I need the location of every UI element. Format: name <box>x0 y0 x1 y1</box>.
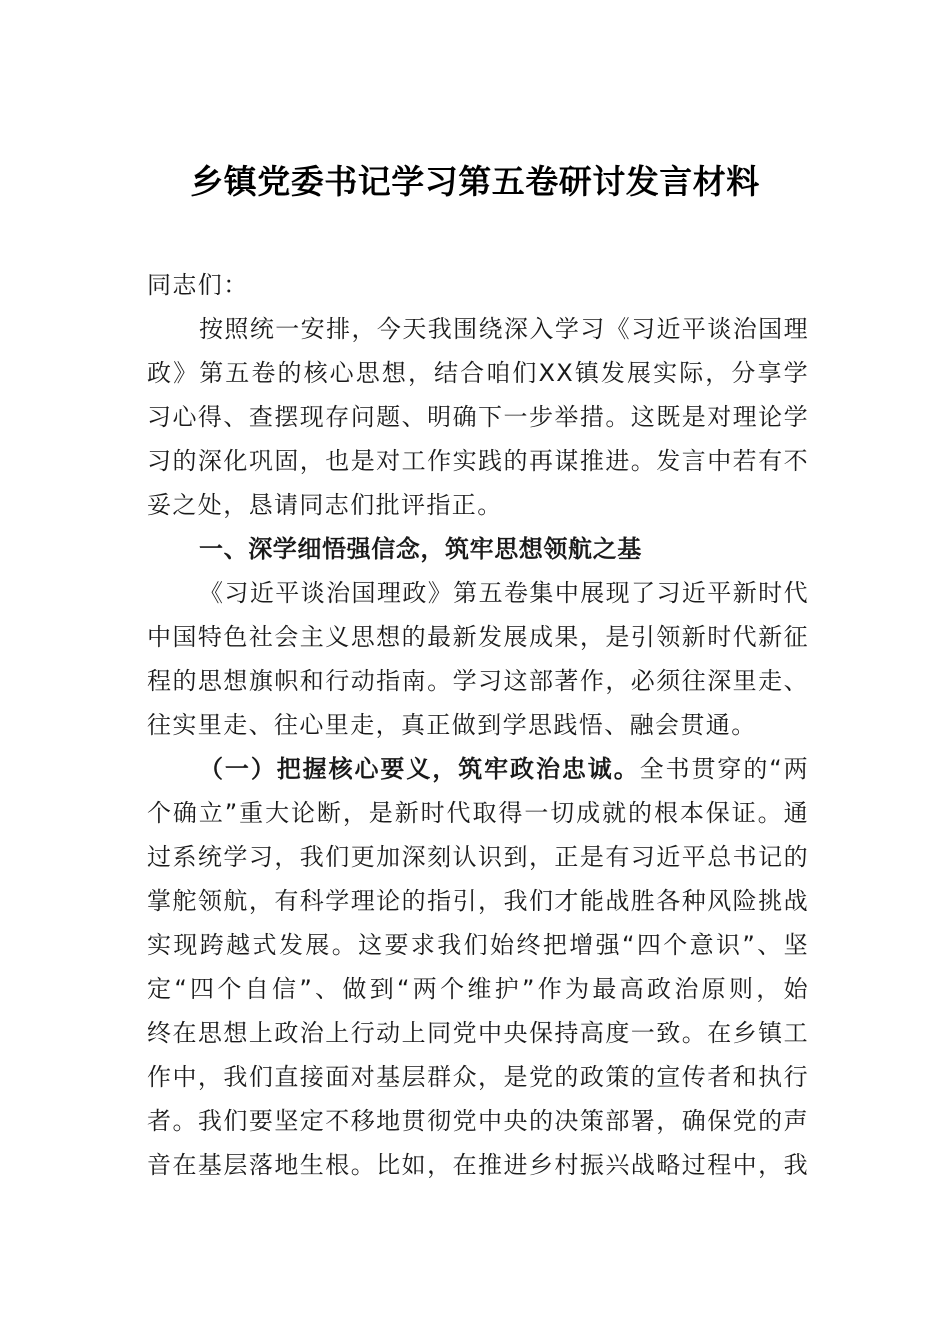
document-title: 乡镇党委书记学习第五卷研讨发言材料 <box>190 162 760 201</box>
document-body <box>147 263 809 1187</box>
subsection-lead: （一）把握核心要义，筑牢政治忠诚。 <box>199 755 640 783</box>
section-heading: 一、深学细悟强信念，筑牢思想领航之基 <box>199 535 642 563</box>
subsection-line: 音在基层落地生根。比如，在推进乡村振兴战略过程中，我 <box>147 1151 809 1179</box>
intro-line: 习的深化巩固，也是对工作实践的再谋推进。发言中若有不 <box>147 447 809 475</box>
subsection-text: 全书贯穿的“两 <box>639 755 809 783</box>
section-paragraph-line: 往实里走、往心里走，真正做到学思践悟、融会贯通。 <box>147 711 757 739</box>
intro-line: 习心得、查摆现存问题、明确下一步举措。这既是对理论学 <box>147 403 809 431</box>
intro-line: 妥之处，恳请同志们批评指正。 <box>147 491 503 519</box>
section-paragraph-line: 程的思想旗帜和行动指南。学习这部著作，必须往深里走、 <box>147 667 809 695</box>
intro-line: 按照统一安排，今天我围绕深入学习《习近平谈治国理 <box>199 315 809 343</box>
subsection-line: 作中，我们直接面对基层群众，是党的政策的宣传者和执行 <box>147 1063 809 1091</box>
subsection-line: 者。我们要坚定不移地贯彻党中央的决策部署，确保党的声 <box>147 1107 809 1135</box>
section-paragraph-line: 《习近平谈治国理政》第五卷集中展现了习近平新时代 <box>199 579 809 607</box>
salutation: 同志们： <box>147 271 249 299</box>
intro-line: 政》第五卷的核心思想，结合咱们XX镇发展实际，分享学 <box>147 359 809 387</box>
subsection-first-line <box>147 747 809 791</box>
section-paragraph-line: 中国特色社会主义思想的最新发展成果，是引领新时代新征 <box>147 623 809 651</box>
subsection-line: 掌舵领航，有科学理论的指引，我们才能战胜各种风险挑战 <box>147 887 809 915</box>
subsection-line: 个确立”重大论断，是新时代取得一切成就的根本保证。通 <box>147 799 809 827</box>
subsection-line: 实现跨越式发展。这要求我们始终把增强“四个意识”、坚 <box>147 931 809 959</box>
subsection-line: 定“四个自信”、做到“两个维护”作为最高政治原则，始 <box>147 975 809 1003</box>
subsection-line: 过系统学习，我们更加深刻认识到，正是有习近平总书记的 <box>147 843 809 871</box>
subsection-line: 终在思想上政治上行动上同党中央保持高度一致。在乡镇工 <box>147 1019 809 1047</box>
